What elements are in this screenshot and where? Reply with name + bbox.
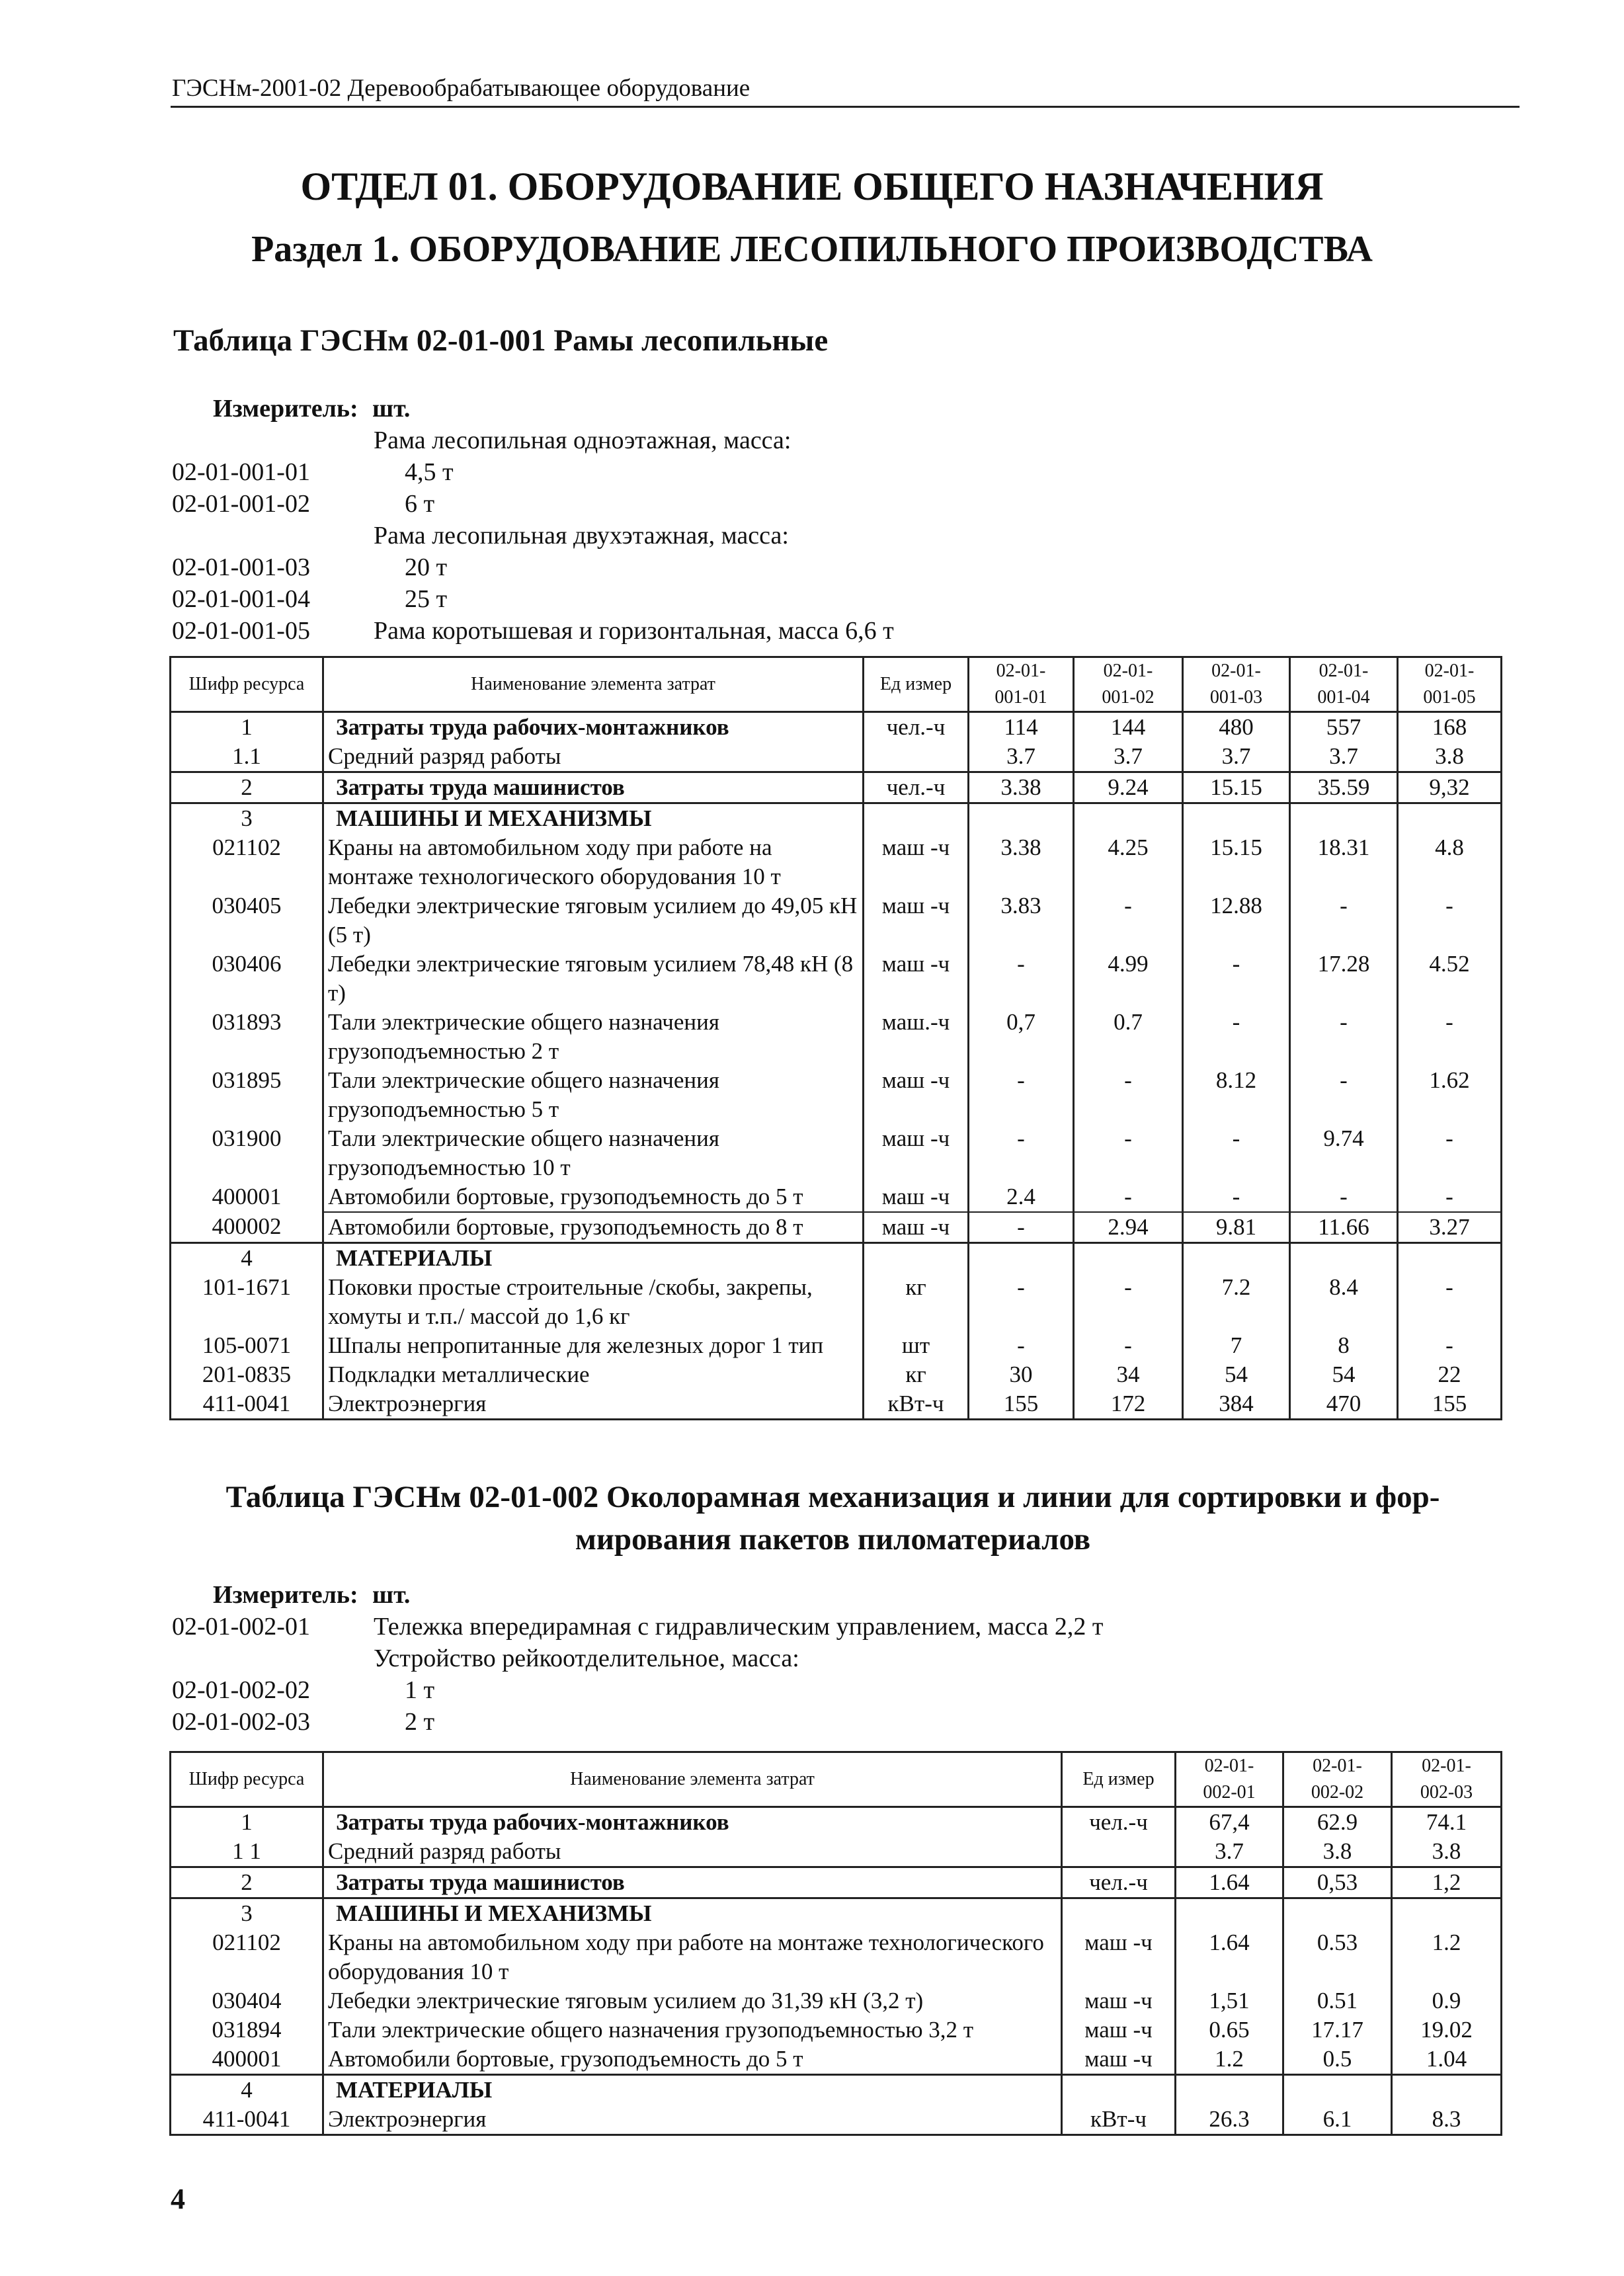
norm-value (1290, 803, 1398, 834)
norm-value: 74.1 (1392, 1807, 1502, 1838)
norm-value: - (969, 1212, 1074, 1243)
cost-element-name: Тали электрические общего назначения грузоподъемностью 2 т (323, 1008, 864, 1066)
table-row (171, 712, 1502, 743)
resource-code: 3 (171, 1898, 323, 1929)
table1-item4-text: 25 т (405, 585, 448, 613)
norm-value: 155 (969, 1389, 1074, 1420)
unit-of-measure: маш -ч (864, 833, 969, 891)
norm-value: - (1398, 1331, 1502, 1360)
header-norm-code: 02-01- 002-03 (1392, 1752, 1502, 1807)
resource-code: 021102 (171, 1928, 323, 1986)
norm-value: 9.74 (1290, 1124, 1398, 1182)
norm-value: 8.12 (1183, 1066, 1290, 1124)
table2-item2-text: 1 т (405, 1676, 435, 1704)
norm-value: 8 (1290, 1331, 1398, 1360)
norm-value: - (1074, 1331, 1183, 1360)
page-number: 4 (171, 2183, 185, 2215)
norm-value: - (1074, 1124, 1183, 1182)
norm-value: 470 (1290, 1389, 1398, 1420)
norm-value: 8.4 (1290, 1273, 1398, 1331)
header-norm-code: 02-01- 001-05 (1398, 657, 1502, 712)
unit-of-measure (1062, 1898, 1176, 1929)
unit-of-measure: чел.-ч (1062, 1807, 1176, 1838)
norm-value: 3.8 (1392, 1837, 1502, 1867)
unit-of-measure: маш -ч (864, 950, 969, 1008)
header-norm-code: 02-01- 002-01 (1176, 1752, 1283, 1807)
norm-value: 3.8 (1398, 742, 1502, 772)
norm-value: 1.2 (1392, 1928, 1502, 1986)
header-norm-code: 02-01- 001-01 (969, 657, 1074, 712)
cost-element-name: Затраты труда машинистов (323, 1867, 1062, 1898)
cost-element-name: Тали электрические общего назначения грузоподъемностью 3,2 т (323, 2015, 1062, 2045)
unit-of-measure (1062, 1837, 1176, 1867)
norm-value: 0.65 (1176, 2015, 1283, 2045)
section-heading: МАТЕРИАЛЫ (323, 2075, 1062, 2105)
resource-code: 400001 (171, 1182, 323, 1212)
resource-code: 1.1 (171, 742, 323, 772)
header-unit: Ед измер (864, 657, 969, 712)
unit-of-measure: маш -ч (864, 1124, 969, 1182)
table1-item5-code: 02-01-001-05 (172, 617, 310, 645)
norm-value: - (1398, 1124, 1502, 1182)
table2-item3-code: 02-01-002-03 (172, 1708, 310, 1736)
norm-value: 54 (1290, 1360, 1398, 1389)
resource-code: 400002 (171, 1212, 323, 1243)
cost-element-name: Средний разряд работы (323, 1837, 1062, 1867)
norm-value: - (1183, 950, 1290, 1008)
table1-heading: Таблица ГЭСНм 02-01-001 Рамы лесопильные (173, 323, 829, 358)
cost-element-name: Затраты труда рабочих-монтажников (323, 1807, 1062, 1838)
norm-value: - (1074, 1066, 1183, 1124)
norm-value (1398, 803, 1502, 834)
table1-measure-label: Измеритель: (213, 395, 358, 423)
cost-element-name: Тали электрические общего назначения грузоподъемностью 5 т (323, 1066, 864, 1124)
unit-of-measure (1062, 2075, 1176, 2105)
norm-value: - (1398, 1008, 1502, 1066)
norm-value: - (1398, 891, 1502, 950)
cost-element-name: Автомобили бортовые, грузоподъемность до 5 т (323, 2045, 1062, 2075)
norm-value: - (1290, 891, 1398, 950)
resource-code: 030405 (171, 891, 323, 950)
resource-code: 105-0071 (171, 1331, 323, 1360)
norm-value: 3.7 (1176, 1837, 1283, 1867)
cost-element-name: Электроэнергия (323, 1389, 864, 1420)
norm-value: 0.5 (1283, 2045, 1392, 2075)
norm-value (969, 803, 1074, 834)
resource-code: 021102 (171, 833, 323, 891)
table2-item2-code: 02-01-002-02 (172, 1676, 310, 1704)
norm-value: 0.7 (1074, 1008, 1183, 1066)
norm-value: 7 (1183, 1331, 1290, 1360)
table-row (171, 1360, 1502, 1389)
unit-of-measure: маш -ч (864, 1212, 969, 1243)
section-title: Раздел 1. ОБОРУДОВАНИЕ ЛЕСОПИЛЬНОГО ПРОИЗВОДСТВА (251, 229, 1373, 270)
table1-group1: Рама лесопильная одноэтажная, масса: (374, 427, 792, 454)
norm-value: - (969, 1331, 1074, 1360)
norm-value: 7.2 (1183, 1273, 1290, 1331)
norm-value: 35.59 (1290, 772, 1398, 803)
table-row (171, 950, 1502, 1008)
norm-value: - (1074, 1182, 1183, 1212)
norm-value: - (969, 1273, 1074, 1331)
header-unit: Ед измер (1062, 1752, 1176, 1807)
table1-item1-code: 02-01-001-01 (172, 458, 310, 486)
norm-value: 9,32 (1398, 772, 1502, 803)
norm-value: 1.04 (1392, 2045, 1502, 2075)
resource-code: 3 (171, 803, 323, 834)
running-head: ГЭСНм-2001-02 Деревообрабатывающее оборудование (172, 75, 751, 102)
norm-value: 4.99 (1074, 950, 1183, 1008)
norm-value: - (1183, 1182, 1290, 1212)
norm-value: 3.8 (1283, 1837, 1392, 1867)
norm-value: 17.17 (1283, 2015, 1392, 2045)
table1-resources (169, 656, 1502, 1420)
norm-value: 1.2 (1176, 2045, 1283, 2075)
unit-of-measure (864, 1243, 969, 1274)
norm-value: - (1183, 1008, 1290, 1066)
resource-code: 031893 (171, 1008, 323, 1066)
cost-element-name: Электроэнергия (323, 2105, 1062, 2135)
norm-value: 30 (969, 1360, 1074, 1389)
norm-value: 384 (1183, 1389, 1290, 1420)
table-row (171, 803, 1502, 834)
table1-group2: Рама лесопильная двухэтажная, масса: (374, 522, 789, 549)
cost-element-name: Тали электрические общего назначения грузоподъемностью 10 т (323, 1124, 864, 1182)
cost-element-name: Подкладки металлические (323, 1360, 864, 1389)
table1-measure-unit: шт. (372, 395, 411, 423)
norm-value: 3.38 (969, 772, 1074, 803)
resource-code: 030406 (171, 950, 323, 1008)
norm-value: 1,51 (1176, 1986, 1283, 2015)
norm-value: 0,7 (969, 1008, 1074, 1066)
norm-value: 144 (1074, 712, 1183, 743)
unit-of-measure: маш -ч (864, 1182, 969, 1212)
norm-value: 3.7 (1074, 742, 1183, 772)
resource-code: 030404 (171, 1986, 323, 2015)
table2-item1-code: 02-01-002-01 (172, 1613, 310, 1641)
table-row (171, 1898, 1502, 1929)
resource-code: 1 (171, 712, 323, 743)
unit-of-measure: чел.-ч (864, 772, 969, 803)
norm-value: 67,4 (1176, 1807, 1283, 1838)
cost-element-name: Затраты труда машинистов (323, 772, 864, 803)
section-heading: МАШИНЫ И МЕХАНИЗМЫ (323, 1898, 1062, 1929)
norm-value: 3.7 (1183, 742, 1290, 772)
norm-value: 3.83 (969, 891, 1074, 950)
table1-item1-text: 4,5 т (405, 458, 454, 486)
norm-value: 4.52 (1398, 950, 1502, 1008)
cost-element-name: Автомобили бортовые, грузоподъемность до 8 т (323, 1212, 864, 1243)
header-norm-code: 02-01- 001-03 (1183, 657, 1290, 712)
resource-code: 4 (171, 2075, 323, 2105)
table-row (171, 1243, 1502, 1274)
unit-of-measure: кВт-ч (864, 1389, 969, 1420)
table-row (171, 1389, 1502, 1420)
table-row (171, 1182, 1502, 1212)
section-heading: МАШИНЫ И МЕХАНИЗМЫ (323, 803, 864, 834)
norm-value: 9.81 (1183, 1212, 1290, 1243)
norm-value: 3.27 (1398, 1212, 1502, 1243)
unit-of-measure: маш -ч (1062, 2015, 1176, 2045)
table-row (171, 891, 1502, 950)
resource-code: 201-0835 (171, 1360, 323, 1389)
norm-value: - (1398, 1273, 1502, 1331)
table-row (171, 1928, 1502, 1986)
norm-value: 4.25 (1074, 833, 1183, 891)
norm-value (1392, 2075, 1502, 2105)
table1-item2-code: 02-01-001-02 (172, 490, 310, 518)
norm-value: 34 (1074, 1360, 1183, 1389)
table-row (171, 1867, 1502, 1898)
unit-of-measure: кг (864, 1360, 969, 1389)
table1-item5-text: Рама коротышевая и горизонтальная, масса 6,6 т (374, 617, 894, 645)
cost-element-name: Автомобили бортовые, грузоподъемность до 5 т (323, 1182, 864, 1212)
norm-value: 172 (1074, 1389, 1183, 1420)
table-row (171, 2075, 1502, 2105)
norm-value: - (1398, 1182, 1502, 1212)
header-norm-code: 02-01- 002-02 (1283, 1752, 1392, 1807)
table-row (171, 1331, 1502, 1360)
norm-value: 9.24 (1074, 772, 1183, 803)
norm-value: - (1074, 891, 1183, 950)
table2-resources (169, 1751, 1502, 2136)
norm-value: - (1183, 1124, 1290, 1182)
norm-value: 26.3 (1176, 2105, 1283, 2135)
unit-of-measure: маш -ч (1062, 1986, 1176, 2015)
norm-value: 557 (1290, 712, 1398, 743)
norm-value: 114 (969, 712, 1074, 743)
section-heading: МАТЕРИАЛЫ (323, 1243, 864, 1274)
table-row (171, 833, 1502, 891)
unit-of-measure (864, 742, 969, 772)
norm-value: 1.62 (1398, 1066, 1502, 1124)
norm-value (1176, 1898, 1283, 1929)
norm-value: - (969, 950, 1074, 1008)
resource-code: 031894 (171, 2015, 323, 2045)
norm-value (1398, 1243, 1502, 1274)
norm-value: 19.02 (1392, 2015, 1502, 2045)
norm-value: - (1074, 1273, 1183, 1331)
table1-item3-text: 20 т (405, 553, 448, 581)
norm-value: 8.3 (1392, 2105, 1502, 2135)
norm-value: 22 (1398, 1360, 1502, 1389)
table-row (171, 1986, 1502, 2015)
norm-value: 0.51 (1283, 1986, 1392, 2015)
norm-value (1176, 2075, 1283, 2105)
resource-code: 1 (171, 1807, 323, 1838)
norm-value: 15.15 (1183, 833, 1290, 891)
cost-element-name: Затраты труда рабочих-монтажников (323, 712, 864, 743)
table-row (171, 1008, 1502, 1066)
resource-code: 2 (171, 772, 323, 803)
table-row (171, 1273, 1502, 1331)
norm-value: 3.7 (1290, 742, 1398, 772)
resource-code: 031900 (171, 1124, 323, 1182)
table-row (171, 2045, 1502, 2075)
norm-value: - (969, 1124, 1074, 1182)
table-row (171, 1807, 1502, 1838)
norm-value (1183, 803, 1290, 834)
norm-value (969, 1243, 1074, 1274)
unit-of-measure: маш -ч (864, 1066, 969, 1124)
cost-element-name: Лебедки электрические тяговым усилием до 49,05 кН (5 т) (323, 891, 864, 950)
norm-value (1290, 1243, 1398, 1274)
unit-of-measure: маш -ч (864, 891, 969, 950)
unit-of-measure: чел.-ч (1062, 1867, 1176, 1898)
norm-value: 0,53 (1283, 1867, 1392, 1898)
resource-code: 2 (171, 1867, 323, 1898)
header-norm-code: 02-01- 001-02 (1074, 657, 1183, 712)
table1-item2-text: 6 т (405, 490, 435, 518)
norm-value: 3.7 (969, 742, 1074, 772)
norm-value: 155 (1398, 1389, 1502, 1420)
norm-value: 3.38 (969, 833, 1074, 891)
resource-code: 4 (171, 1243, 323, 1274)
norm-value: 11.66 (1290, 1212, 1398, 1243)
resource-code: 411-0041 (171, 1389, 323, 1420)
cost-element-name: Лебедки электрические тяговым усилием до 31,39 кН (3,2 т) (323, 1986, 1062, 2015)
table-row (171, 772, 1502, 803)
norm-value: 12.88 (1183, 891, 1290, 950)
unit-of-measure: чел.-ч (864, 712, 969, 743)
norm-value: 480 (1183, 712, 1290, 743)
cost-element-name: Краны на автомобильном ходу при работе на монтаже технологического оборудования 10 т (323, 1928, 1062, 1986)
table-row (171, 742, 1502, 772)
table-row (171, 2105, 1502, 2135)
table-row (171, 1124, 1502, 1182)
unit-of-measure: шт (864, 1331, 969, 1360)
norm-value: 4.8 (1398, 833, 1502, 891)
norm-value: 1.64 (1176, 1867, 1283, 1898)
resource-code: 1 1 (171, 1837, 323, 1867)
unit-of-measure: кВт-ч (1062, 2105, 1176, 2135)
norm-value: 1.64 (1176, 1928, 1283, 1986)
unit-of-measure: маш.-ч (864, 1008, 969, 1066)
norm-value: 0.53 (1283, 1928, 1392, 1986)
cost-element-name: Средний разряд работы (323, 742, 864, 772)
norm-value (1074, 803, 1183, 834)
resource-code: 411-0041 (171, 2105, 323, 2135)
norm-value: 18.31 (1290, 833, 1398, 891)
table-row (171, 1066, 1502, 1124)
resource-code: 031895 (171, 1066, 323, 1124)
header-name: Наименование элемента затрат (323, 1752, 1062, 1807)
table2-item1-text: Тележка впередирамная с гидравлическим управлением, масса 2,2 т (374, 1613, 1104, 1641)
norm-value (1283, 1898, 1392, 1929)
norm-value: 15.15 (1183, 772, 1290, 803)
norm-value: 62.9 (1283, 1807, 1392, 1838)
table1-item3-code: 02-01-001-03 (172, 553, 310, 581)
division-title: ОТДЕЛ 01. ОБОРУДОВАНИЕ ОБЩЕГО НАЗНАЧЕНИЯ (300, 165, 1324, 208)
norm-value: 2.94 (1074, 1212, 1183, 1243)
norm-value (1283, 2075, 1392, 2105)
resource-code: 101-1671 (171, 1273, 323, 1331)
cost-element-name: Шпалы непропитанные для железных дорог 1 тип (323, 1331, 864, 1360)
unit-of-measure: кг (864, 1273, 969, 1331)
table-row (171, 2015, 1502, 2045)
table2-heading (173, 1476, 1492, 1561)
table2-heading-line1: Таблица ГЭСНм 02-01-002 Околорамная механизация и линии для сортировки и фор- (225, 1480, 1440, 1514)
norm-value: - (1290, 1008, 1398, 1066)
norm-value: 6.1 (1283, 2105, 1392, 2135)
cost-element-name: Лебедки электрические тяговым усилием 78,48 кН (8 т) (323, 950, 864, 1008)
header-norm-code: 02-01- 001-04 (1290, 657, 1398, 712)
norm-value: - (1290, 1182, 1398, 1212)
norm-value: - (1290, 1066, 1398, 1124)
norm-value: 168 (1398, 712, 1502, 743)
table-row (171, 1212, 1502, 1243)
norm-value (1392, 1898, 1502, 1929)
table2-measure-label: Измеритель: (213, 1581, 358, 1609)
header-code: Шифр ресурса (171, 657, 323, 712)
cost-element-name: Поковки простые строительные /скобы, закрепы, хомуты и т.п./ массой до 1,6 кг (323, 1273, 864, 1331)
table2-heading-line2: мирования пакетов пиломатериалов (575, 1522, 1091, 1557)
table2-item3-text: 2 т (405, 1708, 435, 1736)
table1-item4-code: 02-01-001-04 (172, 585, 310, 613)
table2-group1: Устройство рейкоотделительное, масса: (374, 1645, 799, 1672)
norm-value: 2.4 (969, 1182, 1074, 1212)
norm-value: 0.9 (1392, 1986, 1502, 2015)
resource-code: 400001 (171, 2045, 323, 2075)
header-code: Шифр ресурса (171, 1752, 323, 1807)
norm-value: 54 (1183, 1360, 1290, 1389)
header-rule (171, 106, 1520, 108)
norm-value (1183, 1243, 1290, 1274)
norm-value: 1,2 (1392, 1867, 1502, 1898)
header-name: Наименование элемента затрат (323, 657, 864, 712)
norm-value: - (969, 1066, 1074, 1124)
unit-of-measure: маш -ч (1062, 1928, 1176, 1986)
table2-measure-unit: шт. (372, 1581, 411, 1609)
unit-of-measure (864, 803, 969, 834)
cost-element-name: Краны на автомобильном ходу при работе на монтаже технологического оборудования 10 т (323, 833, 864, 891)
unit-of-measure: маш -ч (1062, 2045, 1176, 2075)
norm-value: 17.28 (1290, 950, 1398, 1008)
norm-value (1074, 1243, 1183, 1274)
table-row (171, 1837, 1502, 1867)
